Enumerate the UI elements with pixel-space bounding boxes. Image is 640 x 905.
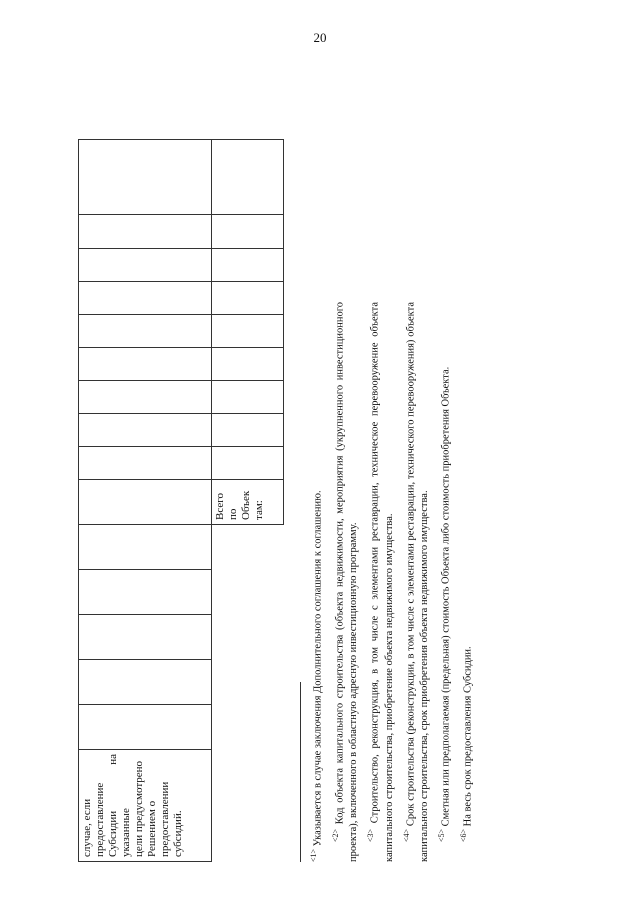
footnote-2 (329, 302, 362, 862)
table-cell (212, 447, 284, 480)
data-table (78, 139, 284, 862)
table-cell (79, 140, 212, 215)
table-cell (212, 381, 284, 414)
table-cell (79, 381, 212, 414)
table-cell (212, 348, 284, 381)
cell-description-text: случае, если предоставление Субсидии на указанные цели предусмотрено Решением о предоставлении субсидий. (81, 754, 184, 857)
table-cell (79, 447, 212, 480)
table-cell-empty (212, 525, 284, 570)
table-cell (79, 615, 212, 660)
footnote-mark: <6> (458, 828, 468, 842)
footnote-1 (307, 302, 326, 862)
footnote-text: Срок строительства (реконструкции, в том числе с элементами реставрации, технического перевооружения) объекта капитального строительства, срок приобретения объекта недвижимого имущества. (405, 302, 430, 862)
table-cell (212, 215, 284, 249)
footnotes (300, 302, 478, 862)
table-cell (212, 140, 284, 215)
table-cell (79, 315, 212, 348)
footnote-mark: <5> (437, 828, 446, 842)
table-cell (79, 570, 212, 615)
table-cell-description (79, 750, 212, 862)
table-cell-total-label (212, 480, 284, 525)
table-cell (212, 249, 284, 282)
footnote-text: Строительство, реконструкция, в том числе с элементами реставрации, техническое перевооружение объекта капитального строительства, приобретение объекта недвижимого имущества. (369, 302, 395, 862)
page-number: 20 (313, 30, 327, 45)
table-cell (79, 660, 212, 705)
table-cell (79, 348, 212, 381)
table-cell (212, 414, 284, 447)
footnote-mark: <4> (401, 828, 411, 842)
table-cell-empty (212, 570, 284, 615)
footnote-mark: <2> (330, 828, 340, 842)
table-cell (79, 480, 212, 525)
table-cell (79, 414, 212, 447)
table-cell (79, 215, 212, 249)
total-label-text: Всего по Объек там: (214, 490, 265, 520)
footnote-5 (435, 302, 454, 862)
rotated-page-content (0, 62, 640, 862)
footnote-text: На весь срок предоставления Субсидии. (462, 646, 473, 827)
table-cell (79, 705, 212, 750)
table-cell-empty (212, 750, 284, 862)
table-cell (79, 249, 212, 282)
table-cell (212, 282, 284, 315)
footnote-text: Указывается в случае заключения Дополнительного соглашения к соглашению. (312, 490, 324, 847)
footnote-separator (300, 682, 301, 862)
footnote-3 (364, 302, 397, 862)
table-cell-empty (212, 660, 284, 705)
footnote-mark: <1> (309, 848, 318, 862)
table-cell (212, 315, 284, 348)
footnote-mark: <3> (366, 828, 375, 842)
footnote-text: Код объекта капитального строительства (объекта недвижимости, мероприятия (укрупненного инвестиционного проекта), включенного в областную адресную инвестиционную программу. (334, 302, 359, 862)
footnote-6 (457, 302, 476, 862)
table-cell (79, 282, 212, 315)
footnote-4 (400, 302, 433, 862)
footnote-text: Сметная или предполагаемая (предельная) стоимость Объекта либо стоимость приобретения Объекта. (440, 366, 452, 827)
table-cell (79, 525, 212, 570)
table-cell-empty (212, 705, 284, 750)
table-cell-empty (212, 615, 284, 660)
